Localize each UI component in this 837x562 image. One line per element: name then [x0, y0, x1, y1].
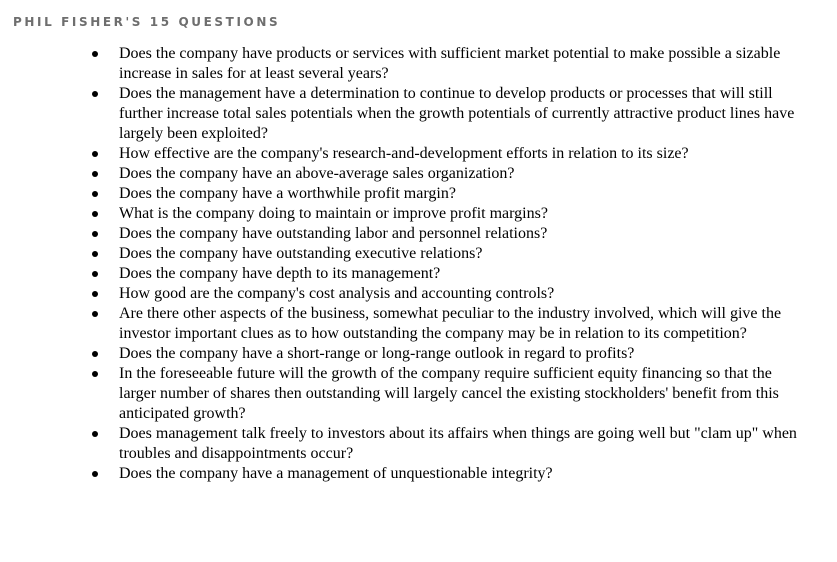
bullet-icon — [92, 51, 98, 57]
question-text: Does the company have a management of unquestionable integrity? — [119, 465, 553, 482]
question-text: How effective are the company's research-and-development efforts in relation to its size? — [119, 145, 689, 162]
bullet-icon — [92, 171, 98, 177]
list-item — [0, 164, 809, 184]
bullet-icon — [92, 371, 98, 377]
bullet-icon — [92, 191, 98, 197]
list-item — [0, 264, 809, 284]
bullet-icon — [92, 271, 98, 277]
list-item — [0, 204, 809, 224]
bullet-icon — [92, 251, 98, 257]
bullet-icon — [92, 311, 98, 317]
list-item — [0, 284, 809, 304]
list-item — [0, 464, 809, 484]
bullet-icon — [92, 431, 98, 437]
list-item — [0, 184, 809, 204]
bullet-icon — [92, 91, 98, 97]
bullet-icon — [92, 471, 98, 477]
question-text: Does the company have an above-average sales organization? — [119, 165, 515, 182]
list-item — [0, 44, 809, 84]
list-item — [0, 84, 809, 144]
list-item — [0, 144, 809, 164]
list-item — [0, 344, 809, 364]
list-item — [0, 424, 809, 464]
list-item — [0, 304, 809, 344]
bullet-icon — [92, 351, 98, 357]
list-item — [0, 244, 809, 264]
question-text: Does the company have outstanding labor and personnel relations? — [119, 225, 548, 242]
bullet-icon — [92, 151, 98, 157]
list-item — [0, 224, 809, 244]
question-text: In the foreseeable future will the growth of the company require sufficient equity financing so that the larger number of shares then outstanding will largely cancel the existing stockholders' benefit from this anticipated growth? — [119, 365, 779, 422]
questions-list — [0, 44, 837, 484]
page-title: PHIL FISHER'S 15 QUESTIONS — [13, 15, 281, 29]
question-text: Are there other aspects of the business, somewhat peculiar to the industry involved, which will give the investor important clues as to how outstanding the company may be in relation to its competition? — [119, 305, 782, 342]
question-text: Does the company have outstanding executive relations? — [119, 245, 483, 262]
bullet-icon — [92, 231, 98, 237]
question-text: Does the company have a worthwhile profit margin? — [119, 185, 456, 202]
list-item — [0, 364, 809, 424]
question-text: Does the management have a determination to continue to develop products or processes that will still further increase total sales potentials when the growth potentials of currently attractive product lines have largely been exploited? — [119, 85, 795, 142]
bullet-icon — [92, 211, 98, 217]
question-text: Does the company have depth to its management? — [119, 265, 441, 282]
question-text: How good are the company's cost analysis and accounting controls? — [119, 285, 555, 302]
question-text: Does the company have a short-range or long-range outlook in regard to profits? — [119, 345, 635, 362]
question-text: Does the company have products or services with sufficient market potential to make possible a sizable increase in sales for at least several years? — [119, 45, 781, 82]
question-text: What is the company doing to maintain or improve profit margins? — [119, 205, 548, 222]
question-text: Does management talk freely to investors about its affairs when things are going well but "clam up" when troubles and disappointments occur? — [119, 425, 797, 462]
bullet-icon — [92, 291, 98, 297]
